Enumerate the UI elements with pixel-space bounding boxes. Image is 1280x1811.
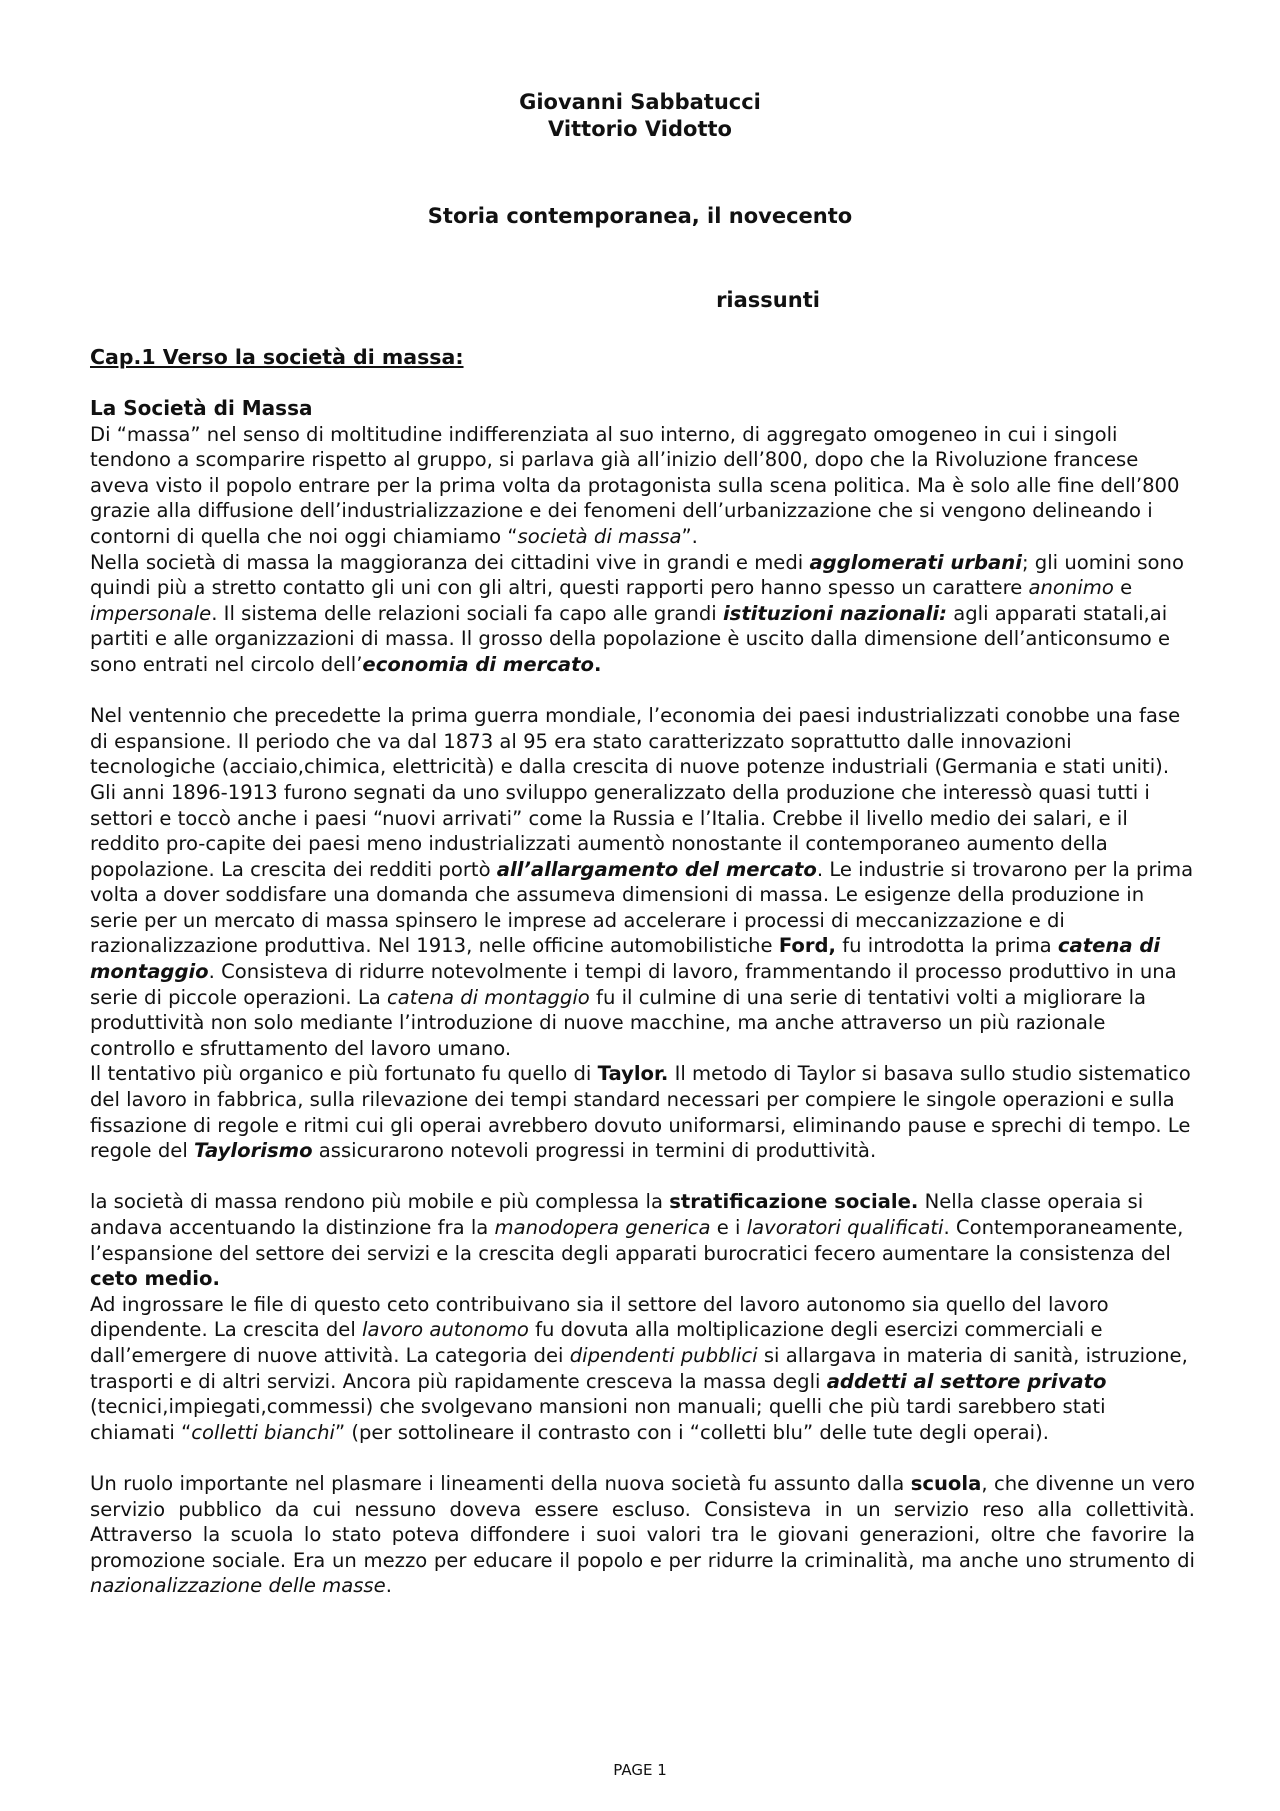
text-run: agglomerati urbani [809,550,1022,574]
text-run: assicurarono notevoli progressi in termini di produttività. [312,1139,877,1163]
text-run: nazionalizzazione delle masse [90,1574,386,1598]
text-run: . [593,652,602,676]
text-run: . Consisteva di ridurre notevolmente i tempi di lavoro, frammentando il processo produttivo in una serie di piccole operazioni. La [90,960,1177,1009]
text-run: lavoro autonomo [362,1318,529,1342]
text-run: Di “massa” nel senso di moltitudine indifferenziata al suo interno, di aggregato omogeneo in cui i singoli tendono a scomparire rispetto al gruppo, si parlava già all’inizio dell’800, dopo che la Rivoluzione francese aveva visto il popolo entrare per la prima volta da protagonista sulla scena politica. Ma è solo alle fine dell’800 grazie alla diffusione dell’industrializzazione e dei fenomeni dell’urbanizzazione che si vengono delineando i contorni di quella che noi oggi chiamiamo “ [90,422,1180,548]
text-run: Un ruolo importante nel plasmare i lineamenti della nuova società fu assunto dalla [90,1471,911,1495]
section-heading: La Società di Massa [90,396,313,420]
chapter-title: Cap.1 Verso la società di massa: [90,345,464,369]
text-run: . Contemporaneamente, l’espansione del settore dei servizi e la crescita degli apparati burocratici fecero aumentare la consistenza del [90,1216,1184,1265]
text-run: fu introdotta la prima [836,934,1058,958]
paragraph-4 [90,1061,1195,1163]
author-1: Giovanni Sabbatucci [519,90,761,114]
text-run: Nel ventennio che precedette la prima guerra mondiale, l’economia dei paesi industrializzati conobbe una fase di espansione. Il periodo che va dal 1873 al 95 era stato caratterizzato soprattutto dalle innovazioni tecnologiche (acciaio,chimica, elettricità) e dalla crescita di nuove potenze industriali (Germania e stati uniti). Gli anni 1896-1913 furono segnati da uno sviluppo generalizzato della produzione che interessò quasi tutti i settori e toccò anche i paesi “nuovi arrivati” come la Russia e l’Italia. Crebbe il livello medio dei salari, e il reddito pro-capite dei paesi meno industrializzati aumentò nonostante il contemporaneo aumento della popolazione. La crescita dei redditi portò [90,704,1181,881]
paragraph-gap [90,678,1195,704]
text-run: impersonale [90,601,212,625]
body-text [90,396,1195,1599]
text-run: ”. [681,524,698,548]
text-run: . Le industrie si trovarono per la prima volta a dover soddisfare una domanda che assumeva dimensioni di massa. Le esigenze della produzione in serie per un mercato di massa spinsero le imprese ad accelerare i processi di meccanizzazione e di razionalizzazione produttiva. Nel 1913, nelle officine automobilistiche [90,857,1194,958]
text-run: all’allargamento del mercato [496,857,817,881]
paragraph-7 [90,1471,1195,1599]
text-run: Nella classe operaia si andava accentuando la distinzione fra la [90,1190,1144,1239]
authors [0,89,1280,143]
text-run: la società di massa rendono più mobile e più complessa la [90,1190,670,1214]
paragraph-1 [90,422,1195,550]
text-run: , che divenne un vero servizio pubblico da cui nessuno doveva essere escluso. Consisteva in un servizio reso alla collettività. Attraverso la scuola lo stato poteva diffondere i suoi valori tra le giovani generazioni, oltre che favorire la promozione sociale. Era un mezzo per educare il popolo e per ridurre la criminalità, ma anche uno strumento di [90,1471,1195,1572]
text-run: istituzioni nazionali: [722,601,947,625]
paragraph-3 [90,703,1195,1061]
text-run: ” (per sottolineare il contrasto con i “colletti blu” delle tute degli operai). [334,1420,1049,1444]
text-run: Taylorismo [194,1139,313,1163]
text-run: dipendenti pubblici [569,1343,758,1367]
text-run: ; gli uomini sono quindi più a stretto contatto gli uni con gli altri, questi rapporti pero hanno spesso un carattere [90,550,1184,600]
text-run: . [385,1574,392,1598]
text-run: Ad ingrossare le file di questo ceto contribuivano sia il settore del lavoro autonomo sia quello del lavoro dipendente. La crescita del [90,1292,1109,1342]
text-run: e i [710,1216,747,1239]
text-run: Nella società di massa la maggioranza dei cittadini vive in grandi e medi [90,550,810,574]
text-run: economia di mercato [362,652,594,676]
text-run: scuola [910,1471,982,1495]
text-run: manodopera generica [494,1216,711,1239]
paragraph-2 [90,550,1195,678]
text-run: stratificazione sociale. [669,1190,919,1214]
text-run: . Il sistema delle relazioni sociali fa capo alle grandi [211,601,723,625]
text-run: catena di montaggio [90,934,1161,984]
text-run: fu il culmine di una serie di tentativi volti a migliorare la produttività non solo mediante l’introduzione di nuove macchine, ma anche attraverso un più razionale controllo e sfruttamento del lavoro umano. [90,985,1147,1060]
paragraph-5 [90,1189,1195,1291]
text-run: Il metodo di Taylor si basava sullo studio sistematico del lavoro in fabbrica, sulla rilevazione dei tempi standard necessari per compiere le singole operazioni e sulla fissazione di regole e ritmi cui gli operai avrebbero dovuto uniformarsi, eliminando pause e sprechi di tempo. Le regole del [90,1062,1191,1163]
text-run: Il tentativo più organico e più fortunato fu quello di [90,1062,598,1086]
text-run: catena di montaggio [387,985,590,1009]
paragraph-6 [90,1292,1195,1446]
text-run: agli apparati statali,ai partiti e alle organizzazioni di massa. Il grosso della popolazione è uscito dalla dimensione dell’anticonsumo e sono entrati nel circolo dell’ [90,601,1171,676]
text-run: addetti al settore privato [826,1369,1107,1393]
text-run: si allargava in materia di sanità, istruzione, trasporti e di altri servizi. Ancora più rapidamente cresceva la massa degli [90,1343,1188,1393]
text-run: e [1113,576,1133,600]
text-run: lavoratori qualificati [746,1216,944,1239]
text-run: società di massa [517,524,682,548]
paragraph-gap [90,1445,1195,1471]
page-number: PAGE 1 [613,1761,667,1779]
text-run: Taylor. [597,1062,669,1086]
paragraph-gap [90,1164,1195,1190]
author-2: Vittorio Vidotto [548,117,732,141]
text-run: anonimo [1028,576,1114,600]
book-title: Storia contemporanea, il novecento [427,204,853,228]
text-run: fu dovuta alla moltiplicazione degli esercizi commerciali e dall’emergere di nuove attività. La categoria dei [90,1318,1103,1367]
text-run: ceto medio. [90,1267,220,1291]
text-run: (tecnici,impiegati,commessi) che svolgevano mansioni non manuali; quelli che più tardi sarebbero stati chiamati “ [90,1395,1106,1444]
book-subtitle: riassunti [716,288,820,312]
text-run: colletti bianchi [191,1420,335,1444]
text-run: Ford, [778,934,836,958]
